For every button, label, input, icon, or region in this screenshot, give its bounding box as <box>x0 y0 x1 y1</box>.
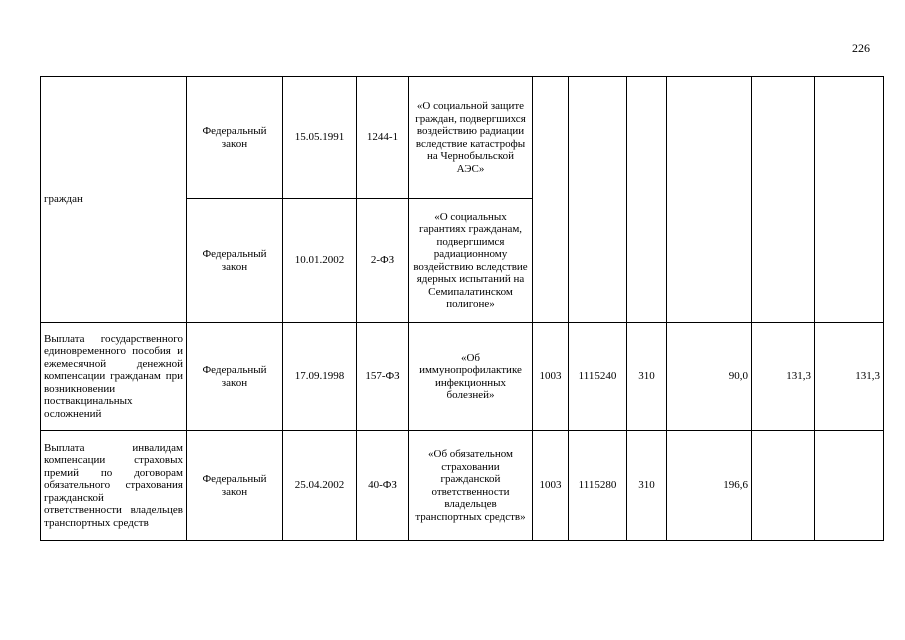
amount-cell <box>815 431 884 541</box>
document-table <box>40 76 884 541</box>
doc-type-cell: Федеральный закон <box>187 323 283 431</box>
doc-type-cell: Федеральный закон <box>187 199 283 323</box>
table-row <box>41 323 884 431</box>
expense-cell: 310 <box>627 323 667 431</box>
amount-cell <box>752 431 815 541</box>
amount-cell: 196,6 <box>667 431 752 541</box>
amount-cell <box>667 77 752 323</box>
doc-number-cell: 40-ФЗ <box>357 431 409 541</box>
amount-cell: 131,3 <box>752 323 815 431</box>
payment-name-cell: Выплата государственного единовременного пособия и ежемесячной денежной компенсации гражданам при возникновении поствакцинальных осложнений <box>41 323 187 431</box>
doc-number-cell: 1244-1 <box>357 77 409 199</box>
table-row <box>41 77 884 199</box>
page-number: 226 <box>852 41 870 55</box>
doc-title-cell: «Об иммунопрофилактике инфекционных болезней» <box>409 323 533 431</box>
section-cell: 1003 <box>533 323 569 431</box>
doc-number-cell: 2-ФЗ <box>357 199 409 323</box>
section-cell: 1003 <box>533 431 569 541</box>
doc-date-cell: 15.05.1991 <box>283 77 357 199</box>
doc-type-cell: Федеральный закон <box>187 77 283 199</box>
amount-cell: 131,3 <box>815 323 884 431</box>
target-cell: 1115280 <box>569 431 627 541</box>
amount-cell <box>815 77 884 323</box>
amount-cell <box>752 77 815 323</box>
target-cell: 1115240 <box>569 323 627 431</box>
section-cell <box>533 77 569 323</box>
amount-cell: 90,0 <box>667 323 752 431</box>
doc-title-cell: «О социальных гарантиях гражданам, подвергшимся радиационному воздействию вследствие ядерных испытаний на Семипалатинском полигоне» <box>409 199 533 323</box>
doc-type-cell: Федеральный закон <box>187 431 283 541</box>
table-row <box>41 431 884 541</box>
expense-cell: 310 <box>627 431 667 541</box>
expense-cell <box>627 77 667 323</box>
target-cell <box>569 77 627 323</box>
doc-date-cell: 17.09.1998 <box>283 323 357 431</box>
doc-title-cell: «О социальной защите граждан, подвергшихся воздействию радиации вследствие катастрофы на Чернобыльской АЭС» <box>409 77 533 199</box>
payment-name-cell: граждан <box>41 77 187 323</box>
doc-date-cell: 10.01.2002 <box>283 199 357 323</box>
doc-number-cell: 157-ФЗ <box>357 323 409 431</box>
payment-name-cell: Выплата инвалидам компенсации страховых премий по договорам обязательного страхования гражданской ответственности владельцев транспортных средств <box>41 431 187 541</box>
doc-title-cell: «Об обязательном страховании гражданской ответственности владельцев транспортных средств» <box>409 431 533 541</box>
doc-date-cell: 25.04.2002 <box>283 431 357 541</box>
